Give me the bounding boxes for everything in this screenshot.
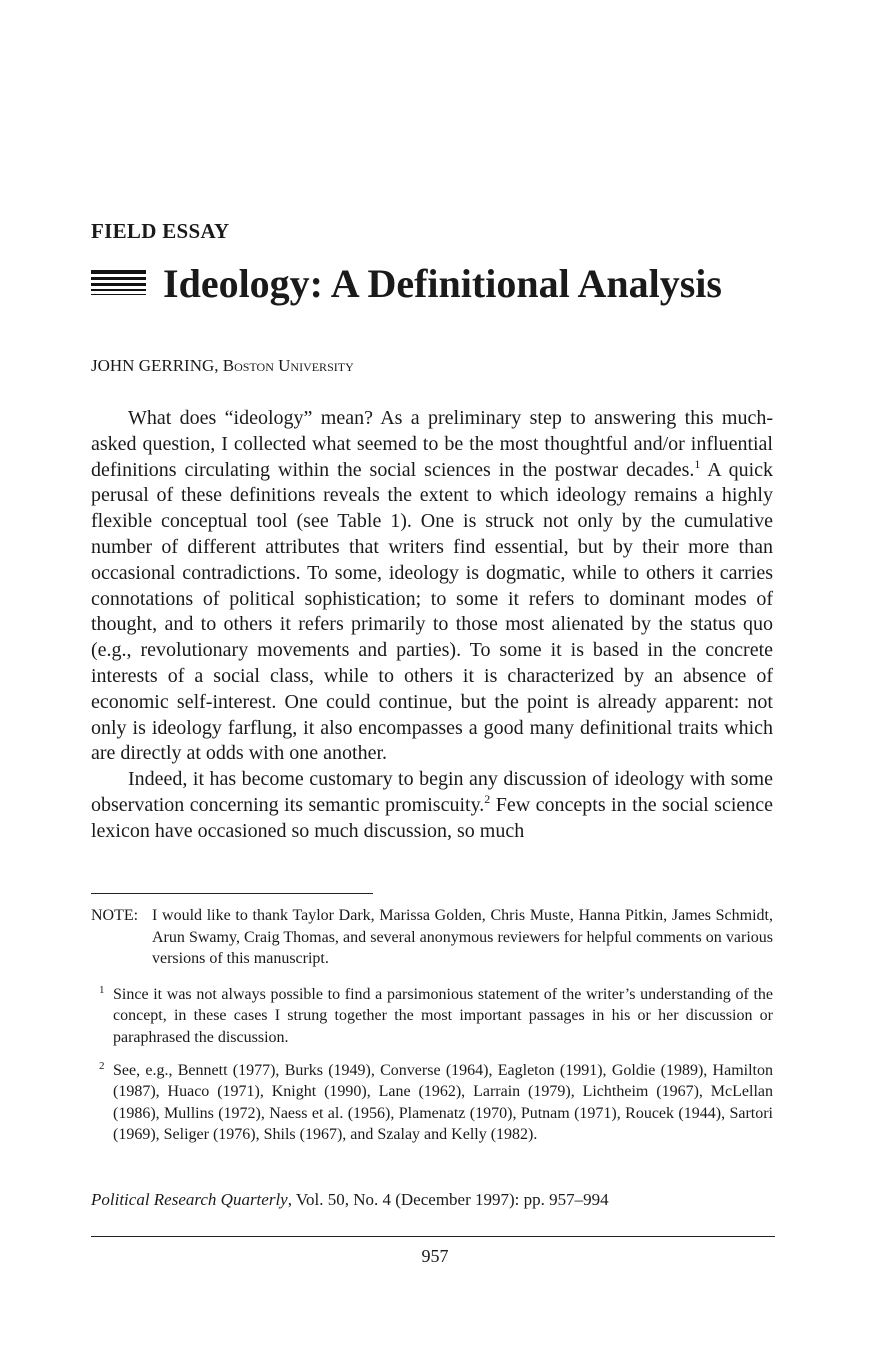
note-text: I would like to thank Taylor Dark, Marissa Golden, Chris Muste, Hanna Pitkin, James Schmidt, Arun Swamy, Craig Thomas, and several anonymous reviewers for helpful comments on various versions of this manuscript. bbox=[152, 907, 773, 968]
footnote-marker: 1 bbox=[99, 983, 105, 996]
section-label: FIELD ESSAY bbox=[91, 219, 230, 243]
journal-citation bbox=[91, 1189, 609, 1211]
footnote-ref-1[interactable]: 1 bbox=[694, 456, 701, 471]
journal-name: Political Research Quarterly bbox=[91, 1190, 288, 1209]
paragraph-2-text-b: Few concepts in the social science lexicon have occasioned so much discussion, so much bbox=[91, 793, 774, 842]
footnote-divider bbox=[91, 893, 373, 894]
paragraph-2 bbox=[91, 767, 773, 844]
footnote-marker: 2 bbox=[99, 1059, 105, 1072]
page-title: Ideology: A Definitional Analysis bbox=[163, 261, 722, 306]
footnote-1 bbox=[91, 984, 773, 1049]
paragraph-2-text-a: Indeed, it has become customary to begin any discussion of ideology with some observation concerning its semantic promiscuity. bbox=[91, 768, 773, 816]
citation-details: , Vol. 50, No. 4 (December 1997): pp. 957–994 bbox=[287, 1190, 609, 1209]
author-name: JOHN GERRING, bbox=[91, 356, 219, 375]
body-text bbox=[91, 406, 773, 845]
note-label: NOTE: bbox=[91, 907, 139, 924]
horizontal-bars-icon bbox=[91, 270, 146, 296]
paragraph-1 bbox=[91, 406, 773, 767]
title-row bbox=[91, 256, 791, 316]
footnote-text: See, e.g., Bennett (1977), Burks (1949), Converse (1964), Eagleton (1991), Goldie (1989), Hamilton (1987), Huaco (1971), Knight (1990), Lane (1962), Larrain (1979), Lichtheim (1967), McLellan (1986), Mullins (1972), Naess et al. (1956), Plamenatz (1970), Putnam (1971), Roucek (1944), Sartori (1969), Seliger (1976), Shils (1967), and Szalay and Kelly (1982). bbox=[113, 1061, 773, 1144]
author-affiliation: Boston University bbox=[222, 356, 354, 375]
paragraph-1-text-b: A quick perusal of these definitions reveals the extent to which ideology remains a highly flexible conceptual tool (see Table 1). One is struck not only by the cumulative number of different attributes that writers find essential, but by their more than occasional contradictions. To some, ideology is dogmatic, while to others it carries connotations of political sophistication; to some it refers to dominant modes of thought, and to others it refers primarily to those most alienated by the status quo (e.g., revolutionary movements and parties). To some it is based in the concrete interests of a social class, while to others it is characterized by an absence of economic self-interest. One could continue, but the point is already apparent: not only is ideology farflung, it also encompasses a good many definitional traits which are directly at odds with one another. bbox=[91, 458, 773, 765]
footnote-2 bbox=[91, 1060, 773, 1146]
acknowledgment-note bbox=[91, 905, 773, 970]
page-number: 957 bbox=[421, 1246, 449, 1266]
footnote-ref-2[interactable]: 2 bbox=[484, 791, 491, 806]
page-footer-rule bbox=[91, 1236, 775, 1237]
paragraph-1-text-a: What does “ideology” mean? As a preliminary step to answering this much-asked question, I collected what seemed to be the most thoughtful and/or influential definitions circulating within the social sciences in the postwar decades. bbox=[91, 407, 773, 481]
footnotes bbox=[91, 905, 773, 1146]
footnote-text: Since it was not always possible to find a parsimonious statement of the writer’s understanding of the concept, in these cases I strung together the most important passages in his or her discussion or paraphrased the discussion. bbox=[113, 985, 773, 1046]
author-line bbox=[91, 355, 354, 377]
